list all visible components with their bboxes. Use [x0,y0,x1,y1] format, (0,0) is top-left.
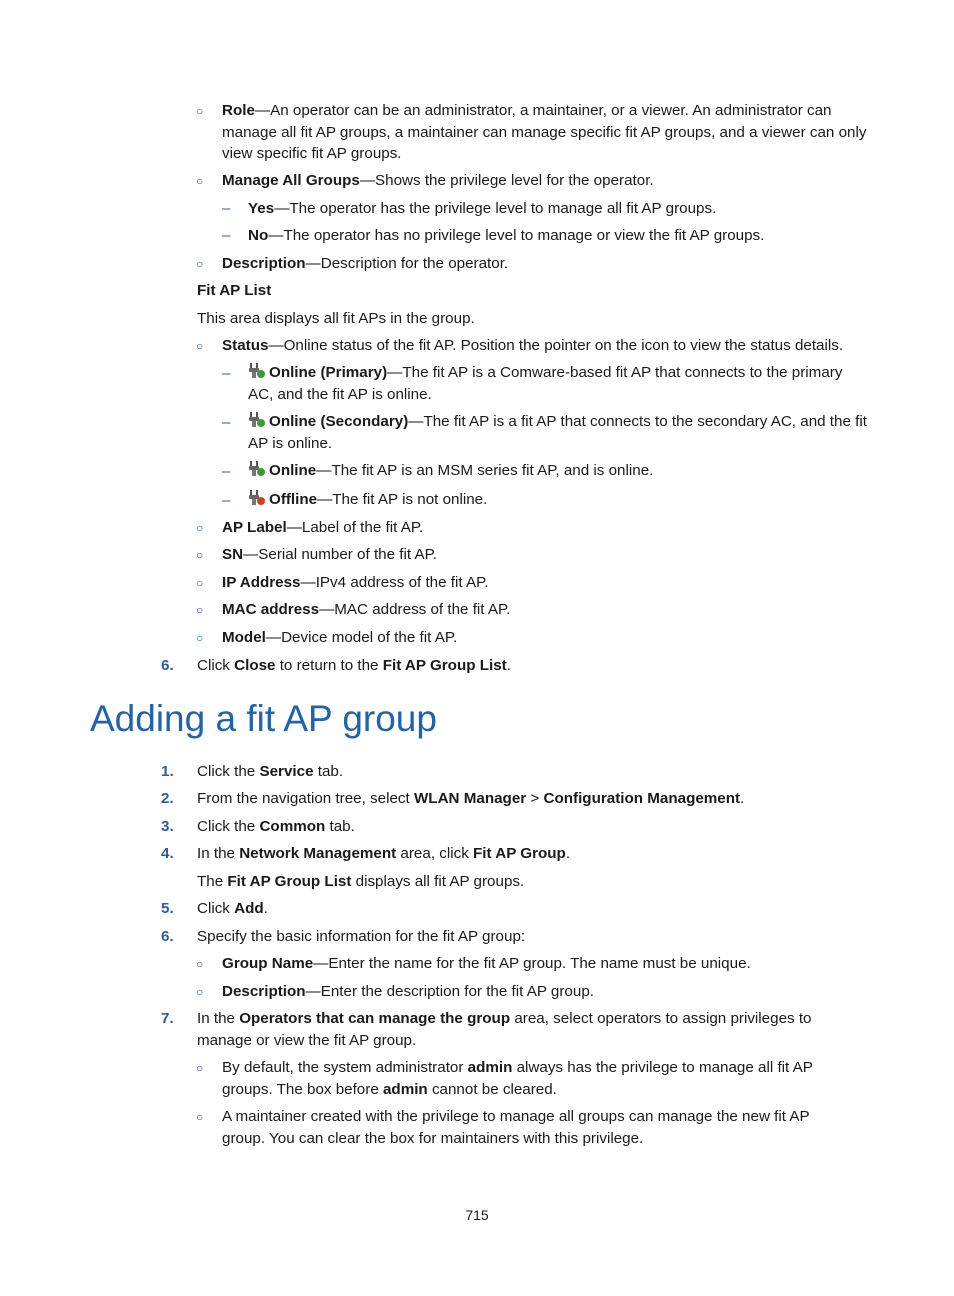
step-number: 3. [161,818,174,835]
ip-address-item: IP Address—IPv4 address of the fit AP. [222,574,489,591]
dash: – [222,463,231,480]
dash: – [222,365,231,382]
group-name-item: Group Name—Enter the name for the fit AP group. The name must be unique. [222,955,751,972]
bullet: ○ [196,339,204,353]
bullet: ○ [196,985,204,999]
step-close: Click Close to return to the Fit AP Group List. [197,657,511,674]
bullet: ○ [196,257,204,271]
step-number: 6. [161,928,174,945]
dash: – [222,414,231,431]
section-heading: Adding a fit AP group [90,698,437,739]
page-number: 715 [465,1207,489,1223]
step-number: 6. [161,657,174,674]
dash: – [222,200,231,217]
ap-label-item: AP Label—Label of the fit AP. [222,519,424,536]
bullet: ○ [196,1110,204,1124]
bullet: ○ [196,957,204,971]
ap-online-primary-icon [248,362,266,379]
model-item: Model—Device model of the fit AP. [222,629,458,646]
no-item: No—The operator has no privilege level to manage or view the fit AP groups. [248,227,765,244]
dash: – [222,492,231,509]
step-number: 1. [161,763,174,780]
offline-item: Offline—The fit AP is not online. [248,489,487,511]
role-item: Role—An operator can be an administrator, a maintainer, or a viewer. An administrator can manage all fit AP groups, a maintainer can manage specific fit AP groups, and a viewer can only view specific fit AP groups. [222,102,867,163]
step-7: In the Operators that can manage the group area, select operators to assign privileges to manage or view the fit AP group. [197,1010,812,1049]
step-number: 2. [161,790,174,807]
bullet: ○ [196,174,204,188]
bullet: ○ [196,631,204,645]
step-4-note: The Fit AP Group List displays all fit AP groups. [197,873,525,890]
step-2: From the navigation tree, select WLAN Manager > Configuration Management. [197,790,745,807]
status-item: Status—Online status of the fit AP. Position the pointer on the icon to view the status details. [222,337,844,354]
description-item-2: Description—Enter the description for the fit AP group. [222,983,594,1000]
bullet: ○ [196,603,204,617]
ap-offline-icon [248,489,266,506]
yes-item: Yes—The operator has the privilege level to manage all fit AP groups. [248,200,717,217]
ap-online-icon [248,460,266,477]
bullet: ○ [196,521,204,535]
description-item: Description—Description for the operator. [222,255,509,272]
mac-address-item: MAC address—MAC address of the fit AP. [222,601,511,618]
step-5: Click Add. [197,900,268,917]
step-3: Click the Common tab. [197,818,355,835]
online-primary-item: Online (Primary)—The fit AP is a Comware-based fit AP that connects to the primary AC, and the fit AP is online. [248,364,843,403]
ap-online-secondary-icon [248,411,266,428]
bullet: ○ [196,576,204,590]
manage-all-groups-item: Manage All Groups—Shows the privilege level for the operator. [222,172,654,189]
sn-item: SN—Serial number of the fit AP. [222,546,437,563]
dash: – [222,227,231,244]
admin-note: By default, the system administrator admin always has the privilege to manage all fit AP groups. The box before admin cannot be cleared. [222,1059,813,1098]
bullet: ○ [196,104,204,118]
step-6: Specify the basic information for the fit AP group: [197,928,526,945]
maintainer-note: A maintainer created with the privilege to manage all groups can manage the new fit AP group. You can clear the box for maintainers with this privilege. [222,1108,810,1147]
bullet: ○ [196,548,204,562]
fit-ap-list-intro: This area displays all fit APs in the group. [197,310,475,327]
step-number: 5. [161,900,174,917]
step-number: 4. [161,845,174,862]
bullet: ○ [196,1061,204,1075]
fit-ap-list-heading: Fit AP List [197,282,272,299]
step-4: In the Network Management area, click Fit AP Group. [197,845,571,862]
online-secondary-item: Online (Secondary)—The fit AP is a fit AP that connects to the secondary AC, and the fit AP is online. [248,413,867,452]
step-number: 7. [161,1010,174,1027]
step-1: Click the Service tab. [197,763,344,780]
online-item: Online—The fit AP is an MSM series fit AP, and is online. [248,460,653,482]
